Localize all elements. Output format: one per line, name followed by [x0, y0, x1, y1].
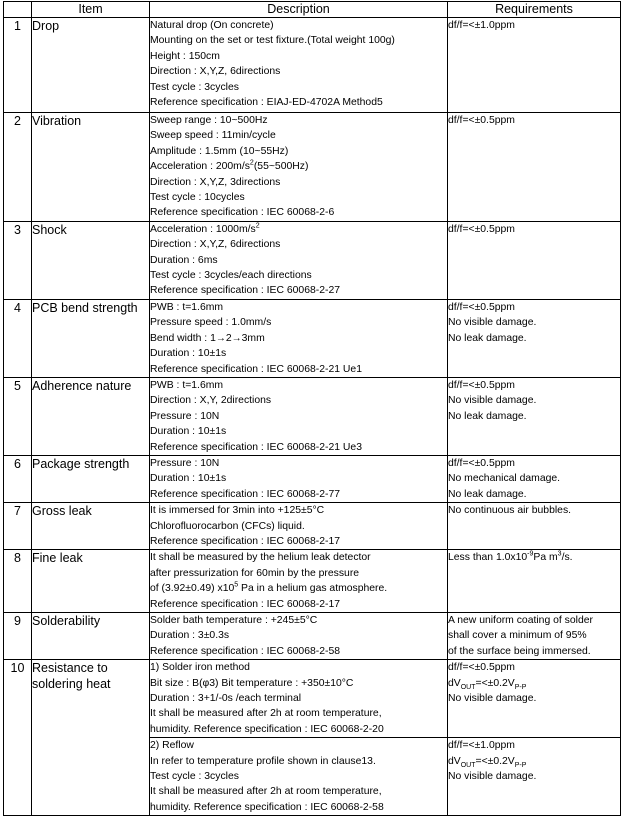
desc-line: Pressure : 10N: [150, 410, 220, 422]
superscript: -9: [527, 550, 534, 558]
row-description: [150, 613, 448, 660]
desc-line: It shall be measured by the helium leak detector: [150, 552, 371, 564]
desc-line: Direction : X,Y, 2directions: [150, 395, 272, 407]
row-item: Fine leak: [32, 550, 150, 613]
desc-text: Acceleration : 200m/s: [150, 161, 250, 173]
req-line: [448, 676, 620, 691]
row-description: [150, 221, 448, 299]
row-item: Package strength: [32, 455, 150, 502]
desc-line: Natural drop (On concrete): [150, 20, 274, 31]
desc-line: Test cycle : 3cycles/each directions: [150, 270, 312, 282]
row-requirements: [448, 377, 621, 455]
table-row: [4, 113, 621, 222]
row-number: 1: [4, 18, 32, 113]
req-line: [448, 754, 620, 769]
desc-line: Height : 150cm: [150, 50, 220, 62]
desc-line: Reference specification : IEC 60068-2-21 Ue1: [150, 363, 362, 375]
row-description: [150, 455, 448, 502]
row-requirements: [448, 18, 621, 113]
row-item: Vibration: [32, 113, 150, 222]
subscript: OUT: [460, 761, 476, 769]
row-item: Resistance to soldering heat: [32, 660, 150, 816]
desc-line: Direction : X,Y,Z, 6directions: [150, 66, 281, 78]
desc-line: Reference specification : EIAJ-ED-4702A Method5: [150, 97, 383, 109]
row-number: 2: [4, 113, 32, 222]
desc-line: PWB : t=1.6mm: [150, 301, 224, 313]
req-line: No visible damage.: [448, 395, 537, 407]
desc-line: Duration : 10±1s: [150, 348, 227, 360]
row-requirements: [448, 221, 621, 299]
desc-line: Reference specification : IEC 60068-2-58: [150, 645, 341, 657]
row-requirements: [448, 613, 621, 660]
desc-line: It shall be measured after 2h at room temperature,: [150, 786, 382, 798]
table-row: [4, 455, 621, 502]
desc-line: Reference specification : IEC 60068-2-17: [150, 535, 341, 547]
desc-line: Reference specification : IEC 60068-2-17: [150, 598, 341, 610]
row-description: [150, 18, 448, 113]
req-line: shall cover a minimum of 95%: [448, 630, 587, 642]
desc-text: 2: [225, 332, 232, 344]
desc-line: Reference specification : IEC 60068-2-27: [150, 285, 341, 297]
row-description: [150, 660, 448, 738]
table-row: [4, 18, 621, 113]
req-text: =<±0.2V: [475, 677, 515, 689]
table-row: [4, 377, 621, 455]
subscript: P-P: [514, 683, 527, 691]
row-number: 7: [4, 503, 32, 550]
subscript: OUT: [460, 683, 476, 691]
req-line: No visible damage.: [448, 771, 537, 783]
row-item: Gross leak: [32, 503, 150, 550]
desc-text: (55~500Hz): [253, 161, 309, 173]
header-row: [4, 2, 621, 18]
row-number: 3: [4, 221, 32, 299]
req-line: No leak damage.: [448, 488, 527, 500]
row-number: 8: [4, 550, 32, 613]
row-description: [150, 503, 448, 550]
row-number: 4: [4, 299, 32, 377]
req-line: No visible damage.: [448, 693, 537, 705]
row-requirements: [448, 738, 621, 816]
desc-text: Bend width : 1: [150, 332, 216, 344]
req-line: No visible damage.: [448, 317, 537, 329]
desc-line: Duration : 3+1/-0s /each terminal: [150, 693, 302, 705]
table-row: [4, 503, 621, 550]
req-text: Pa m: [533, 552, 558, 564]
header-item: Item: [32, 2, 150, 18]
req-text: dV: [448, 677, 461, 689]
desc-line: It is immersed for 3min into +125±5°C: [150, 505, 325, 517]
req-text: dV: [448, 755, 461, 767]
arrow-right-icon: →: [215, 332, 226, 344]
req-line: df/f=<±0.5ppm: [448, 301, 515, 313]
row-requirements: [448, 660, 621, 738]
desc-line: Reference specification : IEC 60068-2-77: [150, 488, 341, 500]
row-description: [150, 113, 448, 222]
desc-line: Test cycle : 3cycles: [150, 771, 239, 783]
req-line: No leak damage.: [448, 332, 527, 344]
req-line: df/f=<±0.5ppm: [448, 379, 515, 391]
environmental-test-table: [3, 1, 621, 816]
desc-line: In refer to temperature profile shown in clause13.: [150, 755, 376, 767]
superscript: 2: [249, 159, 254, 167]
desc-line: Sweep range : 10~500Hz: [150, 115, 268, 126]
req-line: df/f=<±1.0ppm: [448, 20, 515, 31]
table-row: [4, 613, 621, 660]
desc-line: Duration : 10±1s: [150, 426, 227, 438]
desc-line: humidity. Reference specification : IEC 60068-2-20: [150, 723, 384, 735]
req-line: A new uniform coating of solder: [448, 615, 593, 626]
row-description: [150, 550, 448, 613]
desc-line: Duration : 6ms: [150, 254, 218, 266]
desc-text: 3mm: [241, 332, 265, 344]
desc-line: [150, 331, 447, 346]
row-requirements: [448, 455, 621, 502]
desc-text: Pa in a helium gas atmosphere.: [238, 583, 388, 595]
row-description: [150, 738, 448, 816]
desc-line: Chlorofluorocarbon (CFCs) liquid.: [150, 520, 305, 532]
desc-line: Pressure : 10N: [150, 457, 220, 469]
desc-line: Test cycle : 3cycles: [150, 81, 239, 93]
row-item: Shock: [32, 221, 150, 299]
row-number: 10: [4, 660, 32, 816]
req-line: df/f=<±0.5ppm: [448, 662, 515, 674]
row-description: [150, 299, 448, 377]
desc-line: after pressurization for 60min by the pressure: [150, 567, 360, 579]
row-description: [150, 377, 448, 455]
table-row: [4, 550, 621, 613]
row-item: Adherence nature: [32, 377, 150, 455]
row-item: Drop: [32, 18, 150, 113]
req-line: df/f=<±0.5ppm: [448, 115, 515, 126]
row-requirements: [448, 113, 621, 222]
desc-line: [150, 581, 447, 596]
req-line: No mechanical damage.: [448, 473, 561, 485]
row-number: 9: [4, 613, 32, 660]
header-description: Description: [150, 2, 448, 18]
desc-line: Sweep speed : 11min/cycle: [150, 130, 276, 142]
req-line: [448, 550, 620, 565]
header-requirements: Requirements: [448, 2, 621, 18]
desc-line: Pressure speed : 1.0mm/s: [150, 317, 272, 329]
desc-text: of (3.92±0.49) x10: [150, 583, 235, 595]
row-requirements: [448, 503, 621, 550]
desc-text: Acceleration : 1000m/s: [150, 223, 256, 235]
arrow-right-icon: →: [231, 332, 242, 344]
req-line: df/f=<±1.0ppm: [448, 740, 515, 752]
desc-line: 1) Solder iron method: [150, 662, 250, 674]
req-line: No continuous air bubbles.: [448, 505, 572, 517]
subscript: P-P: [514, 761, 527, 769]
row-item: PCB bend strength: [32, 299, 150, 377]
desc-line: Mounting on the set or test fixture.(Total weight 100g): [150, 35, 395, 47]
req-text: =<±0.2V: [475, 755, 515, 767]
desc-line: Duration : 10±1s: [150, 473, 227, 485]
desc-line: It shall be measured after 2h at room temperature,: [150, 708, 382, 720]
desc-line: 2) Reflow: [150, 740, 194, 752]
req-line: of the surface being immersed.: [448, 645, 591, 657]
req-line: No leak damage.: [448, 410, 527, 422]
desc-line: [150, 159, 447, 174]
row-number: 5: [4, 377, 32, 455]
superscript: 5: [234, 581, 239, 589]
superscript: 3: [557, 550, 562, 558]
desc-line: Amplitude : 1.5mm (10~55Hz): [150, 145, 289, 157]
desc-line: Duration : 3±0.3s: [150, 630, 230, 642]
row-item: Solderability: [32, 613, 150, 660]
row-requirements: [448, 299, 621, 377]
desc-line: PWB : t=1.6mm: [150, 379, 224, 391]
header-no: [4, 2, 32, 18]
desc-line: Direction : X,Y,Z, 3directions: [150, 176, 281, 188]
table-row: [4, 660, 621, 738]
desc-line: Reference specification : IEC 60068-2-6: [150, 207, 335, 219]
desc-line: Test cycle : 10cycles: [150, 192, 245, 204]
req-text: Less than 1.0x10: [448, 552, 528, 564]
desc-line: humidity. Reference specification : IEC 60068-2-58: [150, 801, 384, 813]
table-row: [4, 221, 621, 299]
desc-line: [150, 222, 447, 237]
desc-line: Direction : X,Y,Z, 6directions: [150, 239, 281, 251]
req-line: df/f=<±0.5ppm: [448, 223, 515, 235]
desc-line: Reference specification : IEC 60068-2-21 Ue3: [150, 441, 362, 453]
row-requirements: [448, 550, 621, 613]
desc-line: Solder bath temperature : +245±5°C: [150, 615, 318, 626]
table-row: [4, 299, 621, 377]
row-number: 6: [4, 455, 32, 502]
req-line: df/f=<±0.5ppm: [448, 457, 515, 469]
superscript: 2: [255, 222, 260, 230]
req-text: /s.: [561, 552, 573, 564]
desc-line: Bit size : B(φ3) Bit temperature : +350±10°C: [150, 677, 354, 689]
